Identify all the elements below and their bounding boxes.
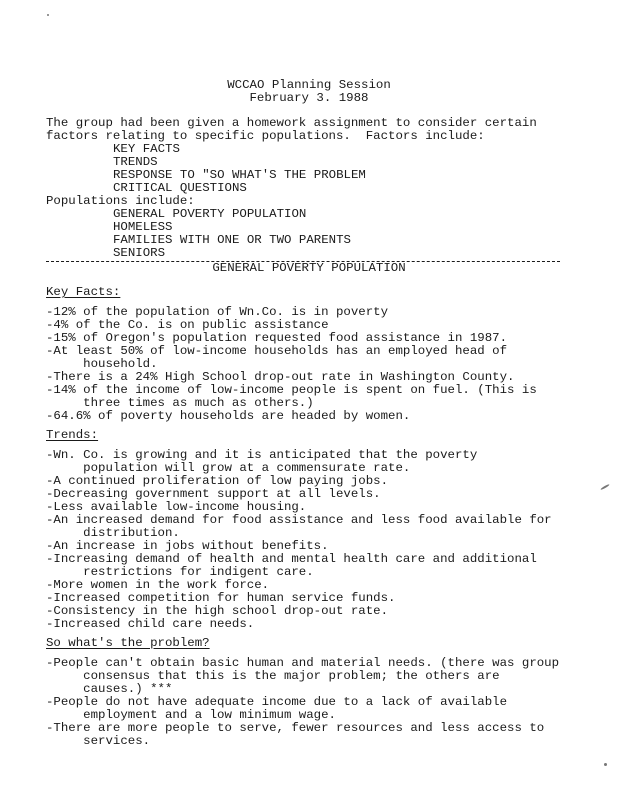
key-fact-line: three times as much as others.) (46, 396, 314, 410)
trend-line: -An increased demand for food assistance and less food available for (46, 513, 552, 527)
trend-line: -Increased child care needs. (46, 617, 255, 631)
key-fact-line: -12% of the population of Wn.Co. is in poverty (46, 305, 389, 319)
trend-line: -An increase in jobs without benefits. (46, 539, 329, 553)
document-date: February 3. 1988 (249, 91, 369, 105)
problem-line: services. (46, 734, 151, 748)
population-item: HOMELESS (113, 220, 173, 234)
trend-line: -Increased competition for human service funds. (46, 591, 396, 605)
document-title: WCCAO Planning Session (227, 78, 391, 92)
populations-label: Populations include: (46, 194, 195, 208)
trend-line: -More women in the work force. (46, 578, 270, 592)
problem-line: consensus that this is the major problem; the others are (46, 669, 500, 683)
factor-item: CRITICAL QUESTIONS (113, 181, 247, 195)
factor-item: TRENDS (113, 155, 158, 169)
problem-line: -There are more people to serve, fewer resources and less access to (46, 721, 545, 735)
population-item: GENERAL POVERTY POPULATION (113, 207, 307, 221)
trend-line: -Less available low-income housing. (46, 500, 307, 514)
problem-line: -People do not have adequate income due to a lack of available (46, 695, 508, 709)
key-fact-line: -4% of the Co. is on public assistance (46, 318, 329, 332)
trend-line: -Decreasing government support at all levels. (46, 487, 381, 501)
trend-line: -Increasing demand of health and mental health care and additional (46, 552, 537, 566)
trend-line: -Consistency in the high school drop-out rate. (46, 604, 389, 618)
factor-item: RESPONSE TO "SO WHAT'S THE PROBLEM (113, 168, 366, 182)
population-item: SENIORS (113, 246, 166, 260)
trend-line: population will grow at a commensurate rate. (46, 461, 411, 475)
trend-line: -Wn. Co. is growing and it is anticipated that the poverty (46, 448, 478, 462)
intro-line: factors relating to specific populations. Factors include: (46, 129, 485, 143)
key-facts-heading: Key Facts: (46, 285, 121, 299)
problem-line: causes.) *** (46, 682, 173, 696)
key-fact-line: household. (46, 357, 158, 371)
scan-speck (47, 14, 49, 16)
key-fact-line: -15% of Oregon's population requested food assistance in 1987. (46, 331, 508, 345)
trend-line: distribution. (46, 526, 180, 540)
key-fact-line: -64.6% of poverty households are headed by women. (46, 409, 411, 423)
factor-item: KEY FACTS (113, 142, 180, 156)
section-title: GENERAL POVERTY POPULATION (212, 261, 406, 275)
trend-line: restrictions for indigent care. (46, 565, 314, 579)
key-fact-line: -14% of the income of low-income people is spent on fuel. (This is (46, 383, 537, 397)
intro-line: The group had been given a homework assignment to consider certain (46, 116, 537, 130)
scan-speck (604, 763, 607, 766)
scan-speck (600, 484, 610, 491)
trend-line: -A continued proliferation of low paying jobs. (46, 474, 389, 488)
key-fact-line: -At least 50% of low-income households has an employed head of (46, 344, 508, 358)
problem-line: -People can't obtain basic human and material needs. (there was group (46, 656, 560, 670)
problem-heading: So what's the problem? (46, 636, 210, 650)
trends-heading: Trends: (46, 428, 99, 442)
key-fact-line: -There is a 24% High School drop-out rate in Washington County. (46, 370, 515, 384)
problem-line: employment and a low minimum wage. (46, 708, 336, 722)
population-item: FAMILIES WITH ONE OR TWO PARENTS (113, 233, 351, 247)
